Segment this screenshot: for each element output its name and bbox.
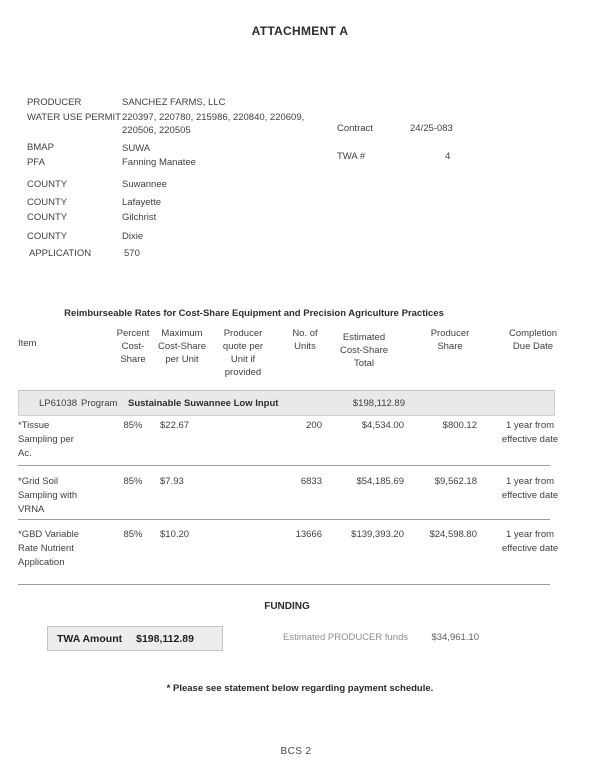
row-estimated: $54,185.69 bbox=[356, 476, 404, 487]
program-label: Program bbox=[81, 398, 118, 409]
twa-amount-label: TWA Amount bbox=[57, 632, 123, 645]
payment-schedule-footnote: * Please see statement below regarding payment schedule. bbox=[166, 683, 434, 694]
row-item: *Tissue Sampling per Ac. bbox=[18, 420, 74, 459]
row-separator bbox=[18, 465, 550, 466]
row-percent: 85% bbox=[123, 476, 143, 487]
bmap-label: BMAP bbox=[27, 142, 54, 153]
application-value: 570 bbox=[124, 248, 140, 259]
twa-amount-value: $198,112.89 bbox=[136, 632, 194, 645]
row-units: 6833 bbox=[300, 476, 322, 487]
funding-title: FUNDING bbox=[264, 601, 310, 612]
col-header-units: No. of Units bbox=[292, 328, 318, 352]
row-item: *GBD Variable Rate Nutrient Application bbox=[18, 529, 80, 568]
county-value: Suwannee bbox=[122, 179, 167, 190]
col-header-producer-quote: Producer quote per Unit if provided bbox=[222, 328, 264, 378]
row-separator bbox=[18, 519, 550, 520]
contract-value: 24/25-083 bbox=[410, 123, 453, 134]
application-label: APPLICATION bbox=[29, 248, 92, 259]
producer-funds-value: $34,961.10 bbox=[431, 632, 479, 643]
row-completion: 1 year from effective date bbox=[501, 420, 559, 445]
county-label: COUNTY bbox=[27, 231, 68, 242]
program-code: LP61038 bbox=[39, 398, 78, 409]
county-label: COUNTY bbox=[27, 212, 68, 223]
row-producer-share: $24,598.80 bbox=[429, 529, 477, 540]
program-total: $198,112.89 bbox=[352, 398, 405, 409]
page-title: ATTACHMENT A bbox=[251, 24, 349, 38]
row-units: 200 bbox=[306, 420, 322, 431]
pfa-label: PFA bbox=[27, 157, 45, 168]
page-footer-code: BCS 2 bbox=[280, 746, 312, 757]
county-value: Gilchrist bbox=[122, 212, 157, 223]
producer-funds-label: Estimated PRODUCER funds bbox=[283, 632, 409, 643]
water-use-permit-value-line2: 220506, 220505 bbox=[122, 125, 191, 136]
twa-amount-box bbox=[47, 626, 223, 651]
water-use-permit-label: WATER USE PERMIT bbox=[27, 112, 121, 123]
program-name: Sustainable Suwannee Low Input bbox=[128, 398, 279, 409]
producer-value: SANCHEZ FARMS, LLC bbox=[122, 97, 226, 108]
row-percent: 85% bbox=[123, 529, 143, 540]
water-use-permit-value-line1: 220397, 220780, 215986, 220840, 220609, bbox=[122, 112, 305, 123]
county-value: Dixie bbox=[122, 231, 144, 242]
twa-number-label: TWA # bbox=[337, 151, 366, 162]
col-header-estimated-total: Estimated Cost-Share Total bbox=[339, 332, 389, 369]
county-label: COUNTY bbox=[27, 197, 68, 208]
county-label: COUNTY bbox=[27, 179, 68, 190]
twa-number-value: 4 bbox=[445, 151, 451, 162]
row-completion: 1 year from effective date bbox=[501, 529, 559, 554]
row-estimated: $4,534.00 bbox=[361, 420, 404, 431]
col-header-producer-share: Producer Share bbox=[430, 328, 470, 352]
contract-label: Contract bbox=[337, 123, 373, 134]
row-percent: 85% bbox=[123, 420, 143, 431]
producer-label: PRODUCER bbox=[27, 97, 82, 108]
row-max-share: $7.93 bbox=[160, 476, 184, 487]
program-row bbox=[18, 390, 555, 416]
county-value: Lafayette bbox=[122, 197, 162, 208]
row-units: 13666 bbox=[295, 529, 322, 540]
table-bottom-separator bbox=[18, 584, 550, 585]
pfa-value: Fanning Manatee bbox=[122, 157, 196, 168]
row-max-share: $10.20 bbox=[160, 529, 190, 540]
row-completion: 1 year from effective date bbox=[501, 476, 559, 501]
row-item: *Grid Soil Sampling with VRNA bbox=[18, 476, 78, 515]
col-header-max-cost-share: Maximum Cost-Share per Unit bbox=[157, 328, 207, 365]
col-header-completion-due: Completion Due Date bbox=[508, 328, 558, 352]
row-producer-share: $9,562.18 bbox=[434, 476, 477, 487]
bmap-value: SUWA bbox=[122, 143, 151, 154]
row-max-share: $22.67 bbox=[160, 420, 190, 431]
col-header-item: Item bbox=[18, 338, 37, 349]
col-header-percent-cost-share: Percent Cost-Share bbox=[116, 328, 150, 365]
rates-table-title: Reimburseable Rates for Cost-Share Equipment and Precision Agriculture Practices bbox=[64, 308, 444, 319]
row-producer-share: $800.12 bbox=[442, 420, 477, 431]
row-estimated: $139,393.20 bbox=[351, 529, 404, 540]
